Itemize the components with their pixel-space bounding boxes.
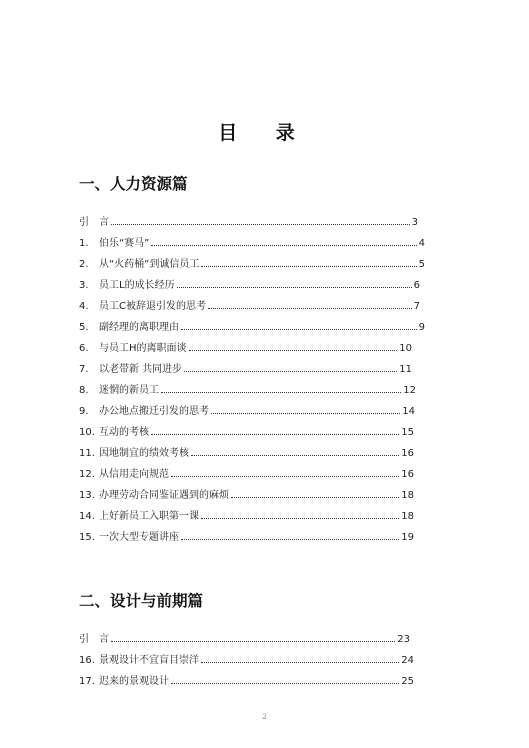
toc-entry-num: 1. <box>79 238 89 249</box>
toc-entry[interactable] <box>79 275 420 291</box>
toc-entry-num: 3. <box>79 280 89 291</box>
toc-entry-label: 员工C被辞退引发的思考 <box>99 301 206 312</box>
toc-entry[interactable] <box>79 212 418 228</box>
toc-entry-page: 19 <box>401 532 414 543</box>
toc-entry-page: 15 <box>401 427 414 438</box>
toc-entry[interactable] <box>79 233 425 249</box>
toc-entry-page: 18 <box>401 490 414 501</box>
toc-entry-label: 办公地点搬迁引发的思考 <box>99 406 209 417</box>
toc-entry-label: 副经理的离职理由 <box>99 322 179 333</box>
toc-entry-num: 引 <box>79 634 89 645</box>
toc-entry-num: 8. <box>79 385 89 396</box>
toc-entry-num: 17. <box>79 676 95 687</box>
toc-entry-label: 与员工H的离职面谈 <box>99 343 187 354</box>
toc-entry[interactable] <box>79 629 410 645</box>
toc-entry-label: 言 <box>99 634 109 645</box>
toc-entry-label: 迟来的景观设计 <box>99 676 169 687</box>
toc-entry-label: 上好新员工入职第一课 <box>99 511 199 522</box>
section-heading-design: 二、设计与前期篇 <box>79 592 204 610</box>
toc-entry-page: 4 <box>418 238 425 249</box>
dot-leader <box>181 329 417 330</box>
toc-entry[interactable] <box>79 422 414 438</box>
dot-leader <box>151 245 416 246</box>
toc-entry-label: 以老带新 共同进步 <box>99 364 183 375</box>
toc-entry-label: 言 <box>99 217 109 228</box>
toc-entry-page: 16 <box>401 469 414 480</box>
dot-leader <box>201 662 399 663</box>
toc-entry-label: 迷惘的新员工 <box>99 385 159 396</box>
toc-entry-page: 18 <box>401 511 414 522</box>
dot-leader <box>201 518 399 519</box>
toc-entry-page: 16 <box>401 448 414 459</box>
toc-entry-page: 12 <box>403 385 416 396</box>
dot-leader <box>171 476 399 477</box>
toc-entry-page: 24 <box>401 655 414 666</box>
toc-entry-label: 互动的考核 <box>99 427 149 438</box>
toc-entry-num: 15. <box>79 532 95 543</box>
dot-leader <box>184 371 397 372</box>
toc-entry-page: 5 <box>418 259 425 270</box>
dot-leader <box>189 350 398 351</box>
toc-entry[interactable] <box>79 527 414 543</box>
toc-entry[interactable] <box>79 464 414 480</box>
toc-entry[interactable] <box>79 338 412 354</box>
toc-entry[interactable] <box>79 506 414 522</box>
toc-title: 目 录 <box>218 122 311 144</box>
toc-entry-page: 7 <box>413 301 420 312</box>
toc-entry-page: 6 <box>413 280 420 291</box>
toc-entry-num: 10. <box>79 427 95 438</box>
toc-entry-label: 员工L的成长经历 <box>99 280 175 291</box>
toc-entry-label: 景观设计不宜盲目崇洋 <box>99 655 199 666</box>
dot-leader <box>201 266 416 267</box>
dot-leader <box>181 539 399 540</box>
toc-entry[interactable] <box>79 359 412 375</box>
toc-entry-num: 7. <box>79 364 89 375</box>
dot-leader <box>111 641 395 642</box>
toc-entry-page: 25 <box>401 676 414 687</box>
dot-leader <box>161 392 401 393</box>
dot-leader <box>177 287 412 288</box>
toc-entry[interactable] <box>79 650 414 666</box>
toc-entry-num: 2. <box>79 259 89 270</box>
dot-leader <box>191 455 399 456</box>
toc-entry-num: 13. <box>79 490 95 501</box>
toc-entry[interactable] <box>79 296 420 312</box>
toc-entry-num: 4. <box>79 301 89 312</box>
dot-leader <box>171 683 399 684</box>
toc-entry-num: 16. <box>79 655 95 666</box>
toc-entry-num: 12. <box>79 469 95 480</box>
toc-entry[interactable] <box>79 485 414 501</box>
toc-entry-label: 从“火药桶”到诚信员工 <box>99 259 200 270</box>
toc-entry-num: 9. <box>79 406 89 417</box>
dot-leader <box>211 413 400 414</box>
toc-entry-num: 11. <box>79 448 95 459</box>
toc-entry-page: 3 <box>411 217 418 228</box>
toc-entry[interactable] <box>79 380 416 396</box>
toc-entry-page: 10 <box>399 343 412 354</box>
toc-entry-num: 5. <box>79 322 89 333</box>
toc-entry[interactable] <box>79 443 414 459</box>
dot-leader <box>208 308 412 309</box>
section-heading-hr: 一、人力资源篇 <box>79 175 188 193</box>
toc-entry[interactable] <box>79 671 414 687</box>
toc-entry-num: 6. <box>79 343 89 354</box>
toc-entry[interactable] <box>79 317 425 333</box>
page-number: 2 <box>262 713 267 721</box>
toc-entry[interactable] <box>79 401 415 417</box>
toc-entry-page: 14 <box>402 406 415 417</box>
toc-entry-label: 从信用走向规范 <box>99 469 169 480</box>
toc-entry-page: 11 <box>399 364 412 375</box>
toc-entry-label: 办理劳动合同鉴证遇到的麻烦 <box>99 490 229 501</box>
toc-entry-num: 14. <box>79 511 95 522</box>
dot-leader <box>151 434 399 435</box>
toc-entry-page: 23 <box>397 634 410 645</box>
toc-entry-label: 因地制宜的绩效考核 <box>99 448 189 459</box>
dot-leader <box>111 224 410 225</box>
toc-entry-page: 9 <box>418 322 425 333</box>
toc-entry-label: 一次大型专题讲座 <box>99 532 179 543</box>
toc-entry[interactable] <box>79 254 425 270</box>
toc-entry-num: 引 <box>79 217 89 228</box>
dot-leader <box>231 497 399 498</box>
toc-entry-label: 伯乐“赛马” <box>99 238 150 249</box>
